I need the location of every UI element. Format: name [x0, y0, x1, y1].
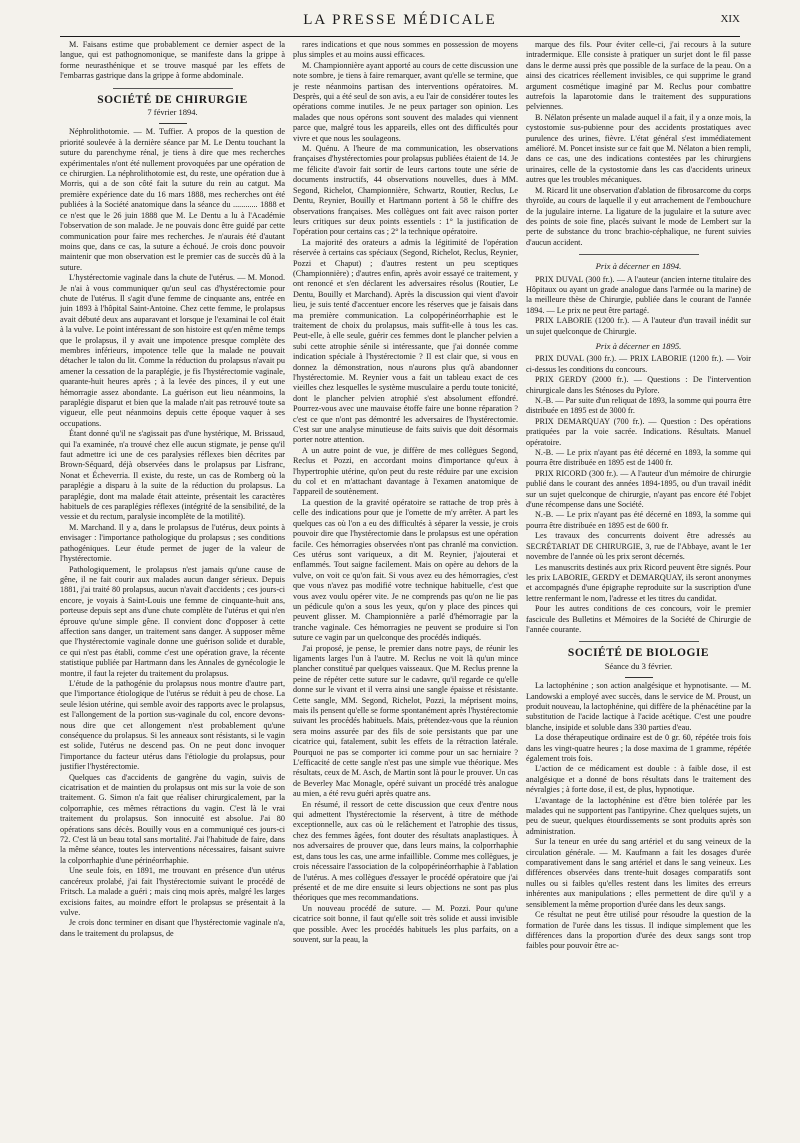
divider	[113, 88, 233, 89]
paragraph: L'action de ce médicament est double : à faible dose, il est analgésique et a donné de bons résultats dans le traitement des névralgies ; à forte dose, il est, de plus, hypnotique.	[526, 764, 751, 795]
paragraph: PRIX DEMARQUAY (700 fr.). — Question : Des opérations pratiquées par la voie sacrée. Indications. Résultats. Manuel opératoire.	[526, 416, 751, 447]
column-2	[293, 40, 518, 1136]
paragraph: Pathologiquement, le prolapsus n'est jamais qu'une cause de gêne, il ne fait courir aux malades aucun danger sérieux. Depuis 1881, j'ai traité 80 prolapsus, aucun n'avait d'accidents ; ces jours-ci encore, je voyais à Saint-Louis une femme de cinquante-huit ans, porteuse depuis sept ans d'une chute complète de l'utérus et qui n'en éprouve qu'une simple gêne. Il convient donc d'opposer à cette affection sans danger, un traitement sans danger. A supposer même que l'hystérectomie vaginale donne une guérison solide et durable, ce qui n'est pas établi, comme c'est une opération grave, la récente statistique publiée par Hartmann dans les Annales de gynécologie le montre, il faut la rejeter du traitement du prolapsus.	[60, 564, 285, 678]
paragraph: PRIX RICORD (300 fr.). — A l'auteur d'un mémoire de chirurgie publié dans le courant des années 1894-1895, ou d'un travail inédit sur un sujet quelconque de chirurgie, n'ayant pas encore été l'objet d'une récompense dans une Société.	[526, 468, 751, 510]
paragraph: J'ai proposé, je pense, le premier dans notre pays, de réunir les ligaments larges l'un à l'autre. M. Reclus ne voit là qu'un mince plancher constitué par quelques vaisseaux. Que M. Reclus prenne la peine de répéter cette suture sur le cadavre, qu'il regarde ce qu'elle donne sur le vivant et il verra ainsi une sangle épaisse et résistante. Cette sangle, MM. Segond, Richelot, Pozzi, la méprisent moins, mais ils pensent qu'elle se forme spontanément après l'hystérectomie suivant les procédés habituels. Mais, prétendez-vous que la réunion sera moins assurée par des fils de soie persistants que par une cicatrice qui, fatalement, subit les effets de la rétraction latérale. Pourquoi ne pas se comporter ici comme pour un sac herniaire ? L'efficacité de cette sangle n'est pas une simple vue théorique. Mes résultats, ceux de M. Asch, de Martin sont là pour le prouver. Un cas de Beverley Mac Monagle, opéré suivant un procédé très analogue au mien, a été revu guéri après quatre ans.	[293, 643, 518, 799]
paragraph: M. Faisans estime que probablement ce dernier aspect de la langue, qui est pathognomonique, se manifeste dans la grippe à forme neurasthénique et se trouve masqué par les effets de l'embarras gastrique dans la grippe à forme abdominale.	[60, 40, 285, 81]
paragraph: N.-B. — Le prix n'ayant pas été décerné en 1893, la somme qui pourra être distribuée en 1895 est de 1400 fr.	[526, 448, 751, 468]
paragraph: Les manuscrits destinés aux prix Ricord peuvent être signés. Pour les prix LABORIE, GERDY et DEMARQUAY, ils seront anonymes et accompagnés d'une épigraphe reproduite sur la suscription d'une lettre renfermant le nom, l'adresse et les titres du candidat.	[526, 562, 751, 603]
paragraph: Étant donné qu'il ne s'agissait pas d'une hystérique, M. Brissaud, qui l'a examinée, n'a trouvé chez elle aucun stigmate, je pense qu'il faut admettre ici une de ces paralysies réflexes bien décrites par Brown-Séquard, déjà observées dans le prolapsus par Lisfranc, Nonat et Écheverria. Il existe, du reste, un cas de Romberg où la paraplégie a disparu à la suite de la réduction du prolapsus. La paraplégie, dont ma malade était atteinte, présentait les caractères habituels de ces paraplégies réflexes (intégrité de la sensibilité, de la vessie et du rectum, paralysie incomplète de la motilité).	[60, 429, 285, 522]
journal-title: LA PRESSE MÉDICALE	[303, 12, 497, 28]
paragraph: En résumé, il ressort de cette discussion que ceux d'entre nous qui admettent l'hystérectomie la réservent, à titre de méthode exceptionnelle, aux cas où le relâchement et l'atrophie des tissus, chez des femmes âgées, font douter des résultats anaplastiques. À nos adversaires de prouver que, dans leurs mains, la colporrhaphie est, dans tous les cas, une arme infaillible. Comme mes collègues, je crois nécessaire l'association de la colpopérinéorrhaphie à l'ablation de l'utérus. A mes collègues d'essayer le procédé opératoire que j'ai présenté et de me dire ensuite si leurs objections ne sont pas plus théoriques que mes recommandations.	[293, 799, 518, 903]
paragraph: Une seule fois, en 1891, me trouvant en présence d'un utérus cancéreux prolabé, j'ai fait l'hystérectomie suivant le procédé de Fritsch. La malade a guéri ; mais cinq mois après, malgré les larges excisions faites, au moindre effort le prolapsus se présentait à la vulve.	[60, 866, 285, 917]
paragraph: PRIX GERDY (2000 fr.). — Questions : De l'intervention chirurgicale dans les Sténoses du Pylore.	[526, 375, 751, 395]
paragraph: L'étude de la pathogénie du prolapsus nous montre d'autre part, que l'importance étiologique de l'utérus se réduit à peu de chose. La seule lésion utérine, qui semble avoir des rapports avec le prolapsus, est l'allongement de la portion sus-vaginale du col, encore devons-nous dire que cet allongement n'est probablement qu'une conséquence du prolapsus. Si les anneaux sont résistants, si le vagin est solide, l'utérus ne descend pas. On ne peut donc invoquer l'importance du facteur utérus dans l'étiologie du prolapsus, pour justifier l'hystérectomie.	[60, 678, 285, 772]
article-columns	[60, 40, 752, 1136]
paragraph: La majorité des orateurs a admis la légitimité de l'opération réservée à certains cas spéciaux (Segond, Richelot, Reclus, Reynier, Pozzi et Chaput) ; d'autres restent un peu sceptiques (Championnière) ; d'autres enfin, après avoir essayé ce traitement, y ont renoncé et s'en déclarent les adversaires résolus (Routier, Le Dentu, Bouilly et Marchand). Après la discussion qui vient d'avoir lieu, je suis tenté d'accentuer encore les réserves que je faisais dans ma première communication. La colpopérinéorrhaphie est le traitement de choix du prolapsus, mais suffit-elle à tous les cas. Peut-elle, à elle seule, guérir ces femmes dont le plancher pelvien a subi cette atrophie sénile si intéressante, que j'ai donnée comme indication spéciale à l'hystérectomie ? Il est clair que, si vous en donnez la démonstration, nous n'aurons plus qu'à abandonner l'hystérectomie. M. Reynier vous a fait un tableau exact de ces vieilles chez lesquelles le système musculaire a perdu toute tonicité, dont le plancher pelvien atrophié s'est absolument effondré. Pourrez-vous avec une mauvaise étoffe faire une bonne réparation ? c'est ce que n'ont pas démontré les adversaires de l'hystérectomie. C'est sur une analyse minutieuse de faits suivis que doit désormais porter notre attention.	[293, 237, 518, 445]
paragraph: L'avantage de la lactophénine est d'être bien tolérée par les malades qui ne supportent pas l'antipyrine. Chez quelques sujets, un peu de sueur, quelques étourdissements se sont produits après son administration.	[526, 795, 751, 836]
paragraph: rares indications et que nous sommes en possession de moyens plus simples et au moins aussi efficaces.	[293, 40, 518, 60]
section-title: SOCIÉTÉ DE CHIRURGIE	[97, 93, 248, 106]
paragraph: B. Nélaton présente un malade auquel il a fait, il y a onze mois, la cystostomie sus-pubienne pour des accidents prostatiques avec purulence des urines, fièvre. L'état général s'est immédiatement amélioré. M. Poncet insiste sur ce fait que M. Nélaton a bien rempli, dans ce cas, une des indications contestées par les chirurgiens urinaires, celle de la cystostomie dans les cas d'accidents urineux autres que les troubles mécaniques.	[526, 112, 751, 185]
paragraph: La lactophénine ; son action analgésique et hypnotisante. — M. Landowski a employé avec succès, dans le service de M. Proust, un produit nouveau, la lactophénine, qui diffère de la phénacétine par la substitution de l'acide lactique à l'acide acétique. C'est une poudre blanche, insipide et soluble dans 330 parties d'eau.	[526, 681, 751, 732]
paragraph: marque des fils. Pour éviter celle-ci, j'ai recours à la suture intradermique. Elle consiste à pratiquer un surjet dont le fil passe dans le derme aussi près que possible de la surface de la peau. On a ainsi des cicatrices réellement invisibles, ce qui supprime le grand argument cosmétique imaginé par M. Reclus pour combattre autrefois la laparotomie dans le traitement des suppurations pelviennes.	[526, 40, 751, 112]
divider	[579, 254, 699, 255]
paragraph: N.-B. — Par suite d'un reliquat de 1893, la somme qui pourra être distribuée en 1895 est de 3000 fr.	[526, 396, 751, 416]
paragraph: M. Ricard lit une observation d'ablation de fibrosarcome du corps thyroïde, au cours de laquelle il y eut arrachement de l'embouchure de la jugulaire interne. La ligature de la jugulaire et la suture avec des points de soie fine, placés suivant le mode de Lembert sur la perte de substance du tronc brachio-céphalique, ne furent suivies d'aucun accident.	[526, 185, 751, 247]
paragraph: M. Quénu. A l'heure de ma communication, les observations françaises d'hystérectomies pour prolapsus publiées étaient de 14. Je me félicite d'avoir fait sortir de leurs cartons toute une série de documents instructifs, 44 observations nouvelles, dues à MM. Segond, Richelot, Championnière, Schwartz, Routier, Reclus, Le Dentu, Reynier, Bouilly et Hartmann portent à 58 le chiffre des observations françaises. Mes collègues ont fait avec raison porter leurs critiques sur deux points essentiels : 1° la justification de l'opération pour certains cas ; 2° la technique opératoire.	[293, 144, 518, 237]
paragraph: PRIX DUVAL (300 fr.). — A l'auteur (ancien interne titulaire des Hôpitaux ou ayant un grade analogue dans l'armée ou la marine) de la meilleure thèse de Chirurgie, publiée dans le courant de l'année 1894. — Le prix ne peut être partagé.	[526, 274, 751, 315]
divider	[579, 641, 699, 642]
paragraph: Un nouveau procédé de suture. — M. Pozzi. Pour qu'une cicatrice soit bonne, il faut qu'elle soit très solide et aussi invisible que possible. Avec les procédés habituels les plus parfaits, on a souvent, sur la peau, la	[293, 903, 518, 944]
paragraph: M. Marchand. Il y a, dans le prolapsus de l'utérus, deux points à envisager : l'importance pathologique du prolapsus ; ses conditions pathogéniques. Leur étude permet de juger de la valeur de l'hystérectomie.	[60, 522, 285, 564]
paragraph: Pour les autres conditions de ces concours, voir le premier fascicule des Bulletins et Mémoires de la Société de Chirurgie de l'année courante.	[526, 604, 751, 634]
page-header	[60, 8, 740, 37]
paragraph: Les travaux des concurrents doivent être adressés au SECRÉTARIAT DE CHIRURGIE, 3, rue de l'Abbaye, avant le 1er novembre de l'année où les prix seront décernés.	[526, 531, 751, 562]
section-title: SOCIÉTÉ DE BIOLOGIE	[567, 647, 710, 660]
paragraph: Je crois donc terminer en disant que l'hystérectomie vaginale n'a, dans le traitement du prolapsus, de	[60, 918, 285, 938]
paragraph: Quelques cas d'accidents de gangrène du vagin, suivis de cicatrisation et de maintien du prolapsus ont mis sur la voie de son traitement. G. Simon n'a fait que réaliser chirurgicalement, par la colporraphie, ces mêmes rétractions du vagin. C'est là le vrai traitement du prolapsus. Son innocuité est absolue. J'ai 80 opérations sans décès. Bouilly vous en a communiqué ces jours-ci 72. C'est là un beau total sans mortalité. J'ai l'habitude de faire, dans la même séance, toutes les interventions nécessaires, faisant suivre la colporrhaphie d'une périnéorrhaphie.	[60, 772, 285, 865]
paragraph: La dose thérapeutique ordinaire est de 0 gr. 60, répétée trois fois dans les vingt-quatre heures ; la dose maxima de 1 gramme, répétée également trois fois.	[526, 733, 751, 763]
paragraph: Néphrolithotomie. — M. Tuffier. A propos de la question de priorité soulevée à la dernière séance par M. Le Dentu touchant la suture du parenchyme rénal, je tiens à dire que mes recherches expérimentales n'ont été nullement provoquées par une opération de ce chirurgien. La néphrolithotomie est, du reste, une opération due à Morris, qui a de son côté fait la suture du rein au catgut. Ma première expérience date du 16 mars 1888, mes recherches ont été publiées à la Société anatomique dans la séance du ............ 1888 et ce n'est que le 26 juin 1888 que M. Le Dentu a lu à l'Académie l'observation de son malade. Je ne pouvais donc être guidé par cette communication pour faire mes recherches. Je n'aurais été d'autant moins que, dans ce cas, la suture a échoué. Je crois donc pouvoir maintenir que mon observation est le premier cas de succès dû à la suture.	[60, 127, 285, 272]
paragraph: Ce résultat ne peut être utilisé pour résoudre la question de la formation de l'urée dans les tissus. Il indique simplement que les différences dans la proportion d'urée des deux sangs sont trop faibles pour pouvoir être ac-	[526, 910, 751, 951]
paragraph: PRIX DUVAL (300 fr.). — PRIX LABORIE (1200 fr.). — Voir ci-dessus les conditions du concours.	[526, 354, 751, 374]
column-1	[60, 40, 285, 1136]
column-3	[526, 40, 751, 1136]
paragraph: PRIX LABORIE (1200 fr.). — A l'auteur d'un travail inédit sur un sujet quelconque de Chirurgie.	[526, 316, 751, 336]
paragraph: A un autre point de vue, je diffère de mes collègues Segond, Reclus et Pozzi, en accordant moins d'importance qu'eux à l'hypertrophie utérine, qu'on peut du reste réduire par une excision du col et en m'attachant davantage à l'examen anatomique de l'appareil de soutènement.	[293, 445, 518, 497]
paragraph: Sur la teneur en urée du sang artériel et du sang veineux de la circulation générale. — M. Kaufmann a fait les dosages d'urée comparativement dans le sang artériel et dans le sang veineux. Les différences observées dans trente-huit dosages comparatifs sont nulles ou si faibles qu'elles restent dans les limites des erreurs inhérentes aux manipulations ; elles permettent de dire qu'il y a sensiblement la même proportion d'urée dans les deux sangs.	[526, 837, 751, 909]
prize-heading: Prix à décerner en 1894.	[595, 261, 682, 272]
divider	[625, 677, 653, 678]
paragraph: La question de la gravité opératoire se rattache de trop près à celle des indications pour que je l'omette de m'y arrêter. A part les quelques cas où l'on a eu des difficultés à séparer la vessie, je crois pouvoir dire que l'hystérectomie dans le prolapsus est une opération facile. Ces hémorragies observées n'ont pas chranlé ma conviction. Ces utérus sont variqueux, a dit M. Reynier, j'ajouterai et enflammés. Tout saigne facilement. Mais on opère au dehors de la vulve, on voit ce qu'on fait. Si vous avez eu des hémorragies, c'est que vous n'avez pas modifié votre technique habituelle, c'est que vous avez voulu opérer vite. Je ne comprends pas qu'on ne lie pas un pédicule qu'on a sous les yeux, qu'on y place des pinces qui peuvent glisser. M. Championnière a parlé d'hémorragie par la tranche vaginale. Ces hémorragies ne peuvent se produire si l'on suture ce vagin par un quelconque des procédés indiqués.	[293, 497, 518, 643]
section-date: 7 février 1894.	[147, 107, 198, 118]
paragraph: M. Championnière ayant apporté au cours de cette discussion une note sombre, je tiens à faire remarquer, avant qu'elle se termine, que je reste néanmoins partisan des interventions opératoires. M. Desprès, qui a été seul de son avis, a eu l'air de considérer toutes les opérations comme inutiles. Je ne peux partager son opinion. Les malades que nous opérons sont souvent des malades qui viennent parce que, malgré tous les appareils, elles ont des difficultés pour vivre et que nous les soulageons.	[293, 60, 518, 143]
paragraph: N.-B. — Le prix n'ayant pas été décerné en 1893, la somme qui pourra être distribuée en 1895 est de 600 fr.	[526, 510, 751, 530]
prize-heading: Prix à décerner en 1895.	[595, 340, 682, 351]
page-number: XIX	[720, 13, 740, 25]
paragraph: L'hystérectomie vaginale dans la chute de l'utérus. — M. Monod. Je n'ai à vous communiquer qu'un seul cas d'hystérectomie pour chute de l'utérus. Il s'agit d'une femme de cinquante ans, entrée en juin 1893 à l'hôpital Saint-Antoine. Chez cette femme, le prolapsus avait débuté deux ans auparavant et lorsque je l'examinai le col était à la vulve. Le point intéressant de son histoire est qu'en même temps que le prolapsus, il y avait une impotence presque complète des membres inférieurs, impotence telle que la malade ne pouvait détacher le talon du lit. Comme la réduction du prolapsus n'avait pu amener la cessation de la paraplégie, je fis l'hystérectomie vaginale, quarante-huit heures après ; à la levée des pinces, il y eut une hémorragie assez abondante. La guérison eut lieu néanmoins, la paraplégie disparut et bien que la malade n'ait pas retrouvé toute sa vigueur, elle peut néanmoins depuis cette époque vaquer à ses occupations.	[60, 273, 285, 428]
section-date: Séance du 3 février.	[604, 660, 673, 671]
divider	[159, 123, 187, 124]
